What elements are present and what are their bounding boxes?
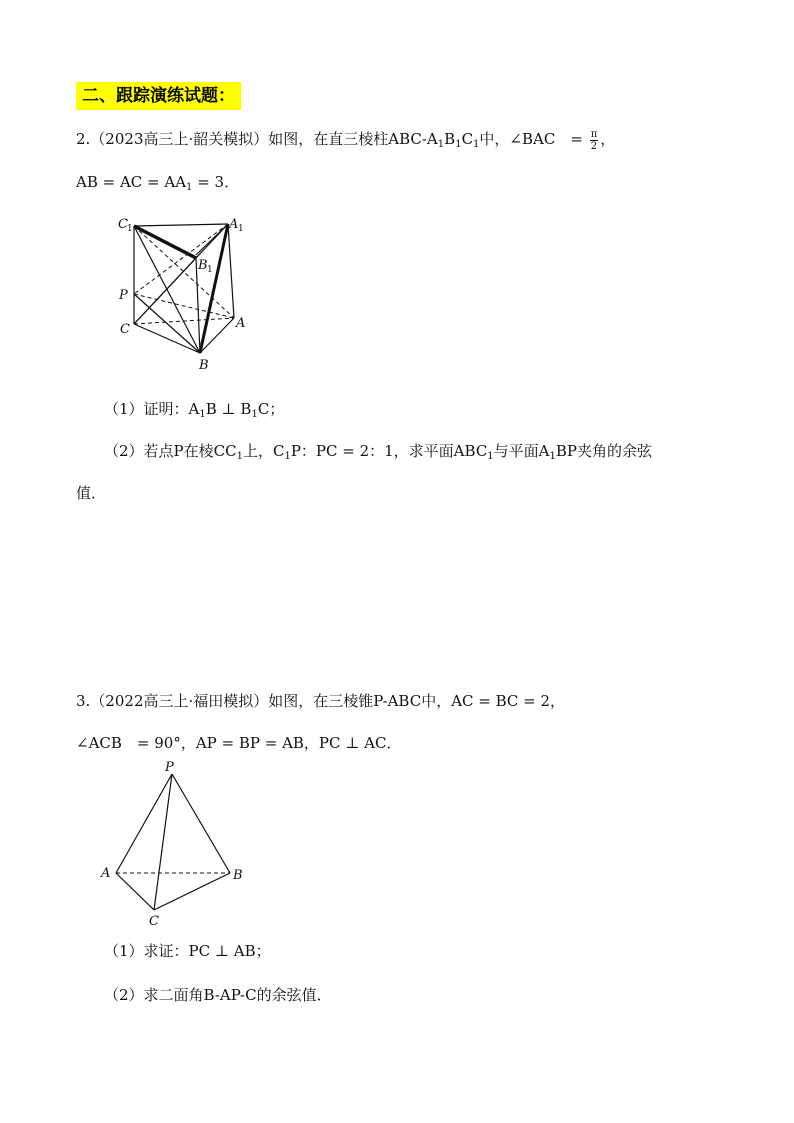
label-c: C bbox=[120, 322, 130, 337]
q2-part1: （1）证明：$A_1B$ ⊥ $B_1C$； bbox=[104, 400, 285, 420]
label-b: B bbox=[199, 358, 209, 373]
prism-figure bbox=[110, 208, 260, 376]
q2-stem-line1: 2.（2023高三上·韶关模拟）如图，在直三棱柱ABC-$A_1B_1C_1$中，∠BAC = $\frac{\pi}{2}$ ， bbox=[76, 128, 616, 152]
label-a1-sub: 1 bbox=[238, 224, 244, 234]
label-p: P bbox=[119, 288, 128, 303]
label-a1: A bbox=[229, 217, 239, 232]
q2-part2-line1: （2）若点P在棱$CC_1$上，$C_1P$：PC = 2：1，求平面$ABC_1$与平面$A_1BP$夹角的余弦 bbox=[104, 442, 653, 462]
pyramid-figure bbox=[98, 758, 248, 930]
q3-part2: （2）求二面角B-AP-C的余弦值． bbox=[104, 986, 332, 1004]
label-c1: C bbox=[118, 217, 128, 232]
q3-stem-line1: 3.（2022高三上·福田模拟）如图，在三棱锥P-ABC中，AC = BC = 2， bbox=[76, 692, 566, 710]
q2-part2-line2: 值． bbox=[76, 484, 107, 502]
pi-over-2-fraction: $\frac{\pi}{2}$ bbox=[590, 128, 598, 152]
label-a: A bbox=[101, 866, 111, 881]
label-b1-sub: 1 bbox=[207, 265, 213, 275]
section-heading: 二、跟踪演练试题： bbox=[76, 82, 241, 110]
q3-stem-line2: ∠ACB = 90°，AP = BP = AB，PC ⊥ AC． bbox=[76, 734, 402, 752]
label-b: B bbox=[233, 868, 243, 883]
label-a: A bbox=[236, 316, 246, 331]
label-p: P bbox=[165, 760, 174, 775]
q2-stem-line2: AB = AC = $AA_1 = 3$． bbox=[76, 173, 240, 193]
q3-part1: （1）求证：PC ⊥ AB； bbox=[104, 942, 271, 960]
label-b1: B bbox=[198, 258, 208, 273]
label-c: C bbox=[149, 914, 159, 929]
label-c1-sub: 1 bbox=[127, 224, 133, 234]
